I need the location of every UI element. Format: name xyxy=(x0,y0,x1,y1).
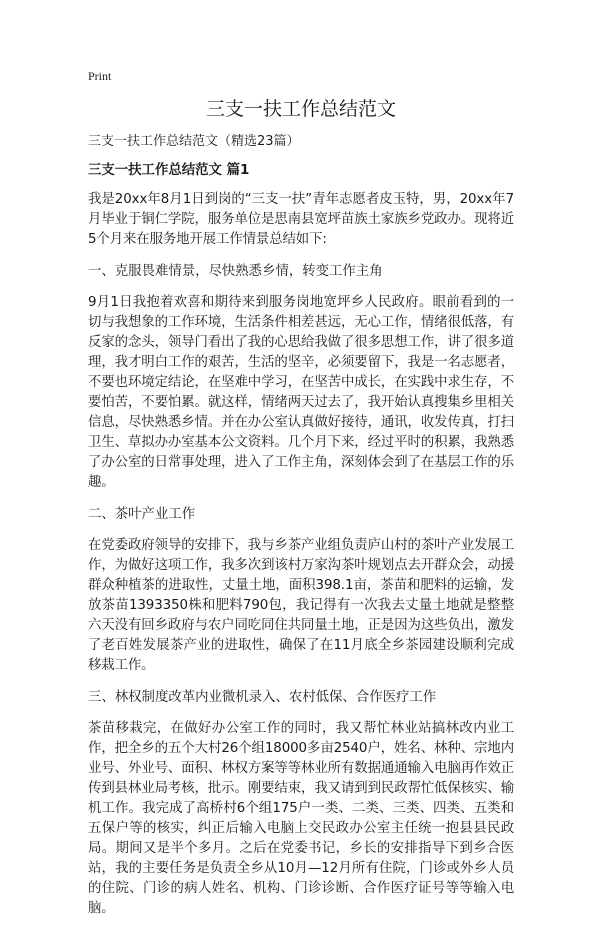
paragraph-section-3: 茶苗移栽完，在做好办公室工作的同时，我又帮忙林业站搞林改内业工作，把全乡的五个大村26个组18000多亩2540户，姓名、林种、宗地内业号、外业号、面积、林权方案等等林业所有数据通通输入电脑再作效正传到县林业局考核，批示。刚要结束，我又请到到民政帮忙低保核实、输机工作。我完成了高桥村6个组175户一类、二类、三类、四类、五类和五保户等的核实，纠正后输入电脑上交民政办公室主任统一抱县县民政局。期间又是半个多月。之后在党委书记，乡长的安排指导下到乡合医站，我的主要任务是负责全乡从10月—12月所有住院，门诊或外乡人员的住院、门诊的病人姓名、机构、门诊诊断、合作医疗证号等等输入电脑。 xyxy=(88,721,514,916)
paragraph-section-1: 9月1日我抱着欢喜和期待来到服务岗地宽坪乡人民政府。眼前看到的一切与我想象的工作环境，生活条件相差甚远，无心工作，情绪很低落，有反家的念头，领导门看出了我的心思给我做了很多思想工作，讲了很多道理，我才明白工作的艰苦，生活的坚辛，必须要留下，我是一名志愿者，不要也环境定结论，在坚难中学习，在坚苦中成长，在实践中求生存，不要怕苦，不要怕累。就这样，情绪两天过去了，我开始认真搜集乡里相关信息，尽快熟悉乡情。并在办公室认真做好接待，通讯，收发传真，打扫卫生、草拟办办室基本公文资料。几个月下来，经过平时的积累，我熟悉了办公室的日常事处理，进入了工作主角，深刻体会到了在基层工作的乐趣。 xyxy=(88,295,514,490)
document-subtitle: 三支一扶工作总结范文（精选23篇） xyxy=(88,134,300,149)
section-heading-2: 二、茶叶产业工作 xyxy=(88,507,196,522)
document-page xyxy=(88,68,514,931)
section-heading-1: 一、克服畏难情景，尽快熟悉乡情，转变工作主角 xyxy=(88,264,383,279)
print-link[interactable]: Print xyxy=(88,69,112,83)
document-title: 三支一扶工作总结范文 xyxy=(205,98,396,120)
paragraph-intro: 我是20xx年8月1日到岗的“三支一扶”青年志愿者皮玉特，男，20xx年7月毕业于铜仁学院，服务单位是思南县宽坪苗族土家族乡党政办。现将近5个月来在服务地开展工作情景总结如下: xyxy=(88,192,514,247)
paragraph-section-2: 在党委政府领导的安排下，我与乡茶产业组负责庐山村的茶叶产业发展工作，为做好这项工作，我多次到该村万家沟茶叶规划点去开群众会，动援群众种植茶的进取性，丈量土地，面积398.1亩，茶苗和肥料的运输，发放茶苗1393350株和肥料790包，我记得有一次我去丈量土地就是整整六天没有回乡政府与农户同吃同住共同量土地，正是因为这些负出，激发了老百姓发展茶产业的进取性，确保了在11月底全乡茶园建设顺利完成移栽工作。 xyxy=(88,538,514,673)
section-heading-3: 三、林权制度改革内业微机录入、农村低保、合作医疗工作 xyxy=(88,690,437,705)
article-heading: 三支一扶工作总结范文 篇1 xyxy=(88,163,250,178)
